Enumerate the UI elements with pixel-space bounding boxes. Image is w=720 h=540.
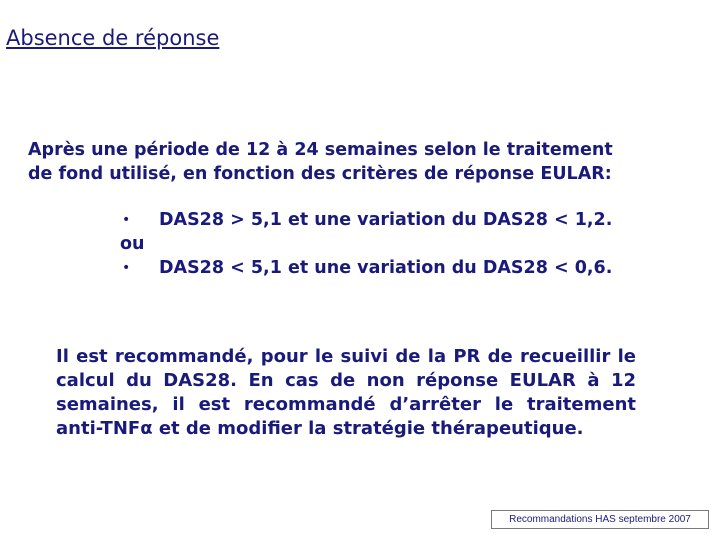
page-title: Absence de réponse xyxy=(6,26,220,50)
criteria-item-1-text: DAS28 > 5,1 et une variation du DAS28 < 1,2. xyxy=(159,210,613,230)
criteria-separator-text: ou xyxy=(120,234,145,254)
footer-source-box xyxy=(491,510,709,529)
criteria-separator xyxy=(120,232,145,256)
bullet-icon: • xyxy=(122,212,131,228)
intro-line-2: de fond utilisé, en fonction des critères de réponse EULAR: xyxy=(28,164,612,184)
recommendation-paragraph: Il est recommandé, pour le suivi de la PR de recueillir le calcul du DAS28. En cas de non réponse EULAR à 12 semaines, il est recommandé d’arrêter le traitement anti-TNFα et de modifier la stratégie thérapeutique. xyxy=(56,346,636,439)
intro-line-1: Après une période de 12 à 24 semaines selon le traitement xyxy=(28,140,613,160)
bullet-icon: • xyxy=(122,260,131,276)
intro-paragraph xyxy=(28,138,668,186)
footer-source-text: Recommandations HAS septembre 2007 xyxy=(509,514,691,525)
criteria-item-2-text: DAS28 < 5,1 et une variation du DAS28 < 0,6. xyxy=(159,258,613,278)
